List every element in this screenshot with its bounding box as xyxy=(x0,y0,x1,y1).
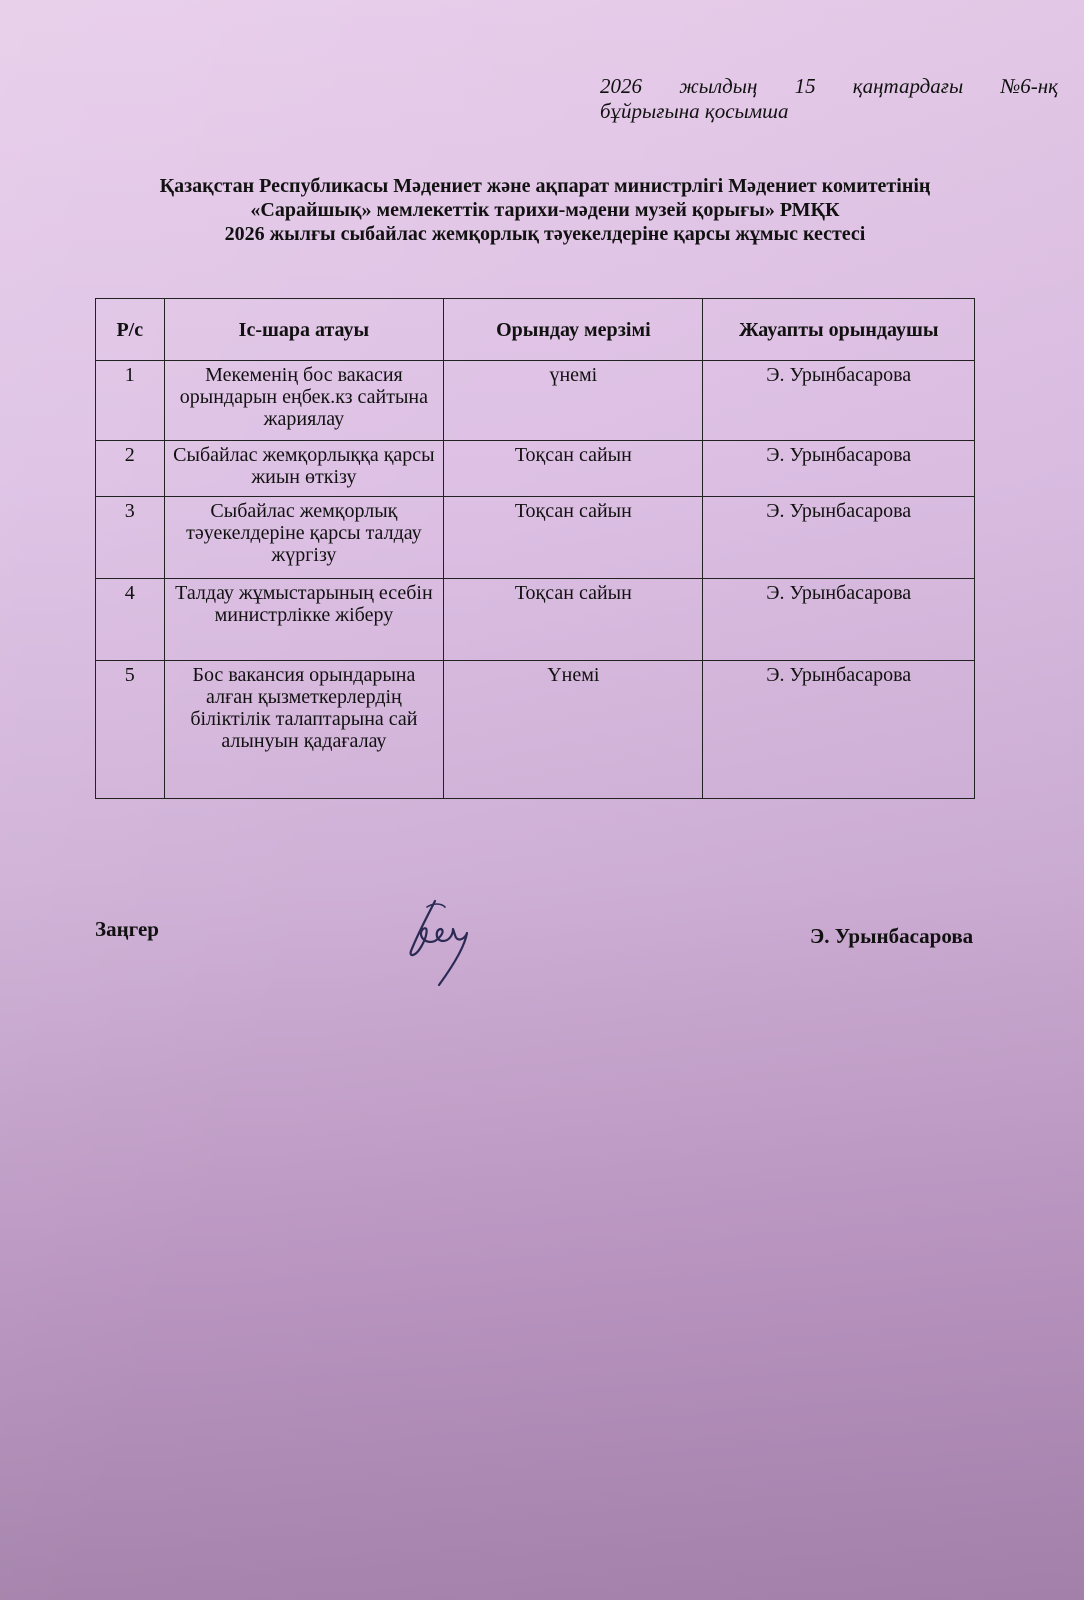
order-annex-note xyxy=(600,74,1058,124)
title-line-1: Қазақстан Республикасы Мәдениет және ақпарат министрлігі Мәдениет комитетінің xyxy=(159,175,931,197)
row-deadline: үнемі xyxy=(444,361,703,441)
signer-name: Э. Урынбасарова xyxy=(810,924,974,948)
table-row xyxy=(96,361,975,441)
order-annex-word: 15 xyxy=(794,74,816,98)
order-annex-word: қаңтардағы xyxy=(852,74,964,98)
row-deadline: Тоқсан сайын xyxy=(444,497,703,579)
row-event: Сыбайлас жемқорлыққа қарсы жиын өткізу xyxy=(164,441,444,497)
document-title xyxy=(60,174,1030,246)
table-row xyxy=(96,497,975,579)
row-deadline: Тоқсан сайын xyxy=(444,579,703,661)
row-number: 1 xyxy=(96,361,165,441)
table-row xyxy=(96,441,975,497)
row-number: 3 xyxy=(96,497,165,579)
header-number: Р/с xyxy=(96,299,165,361)
row-number: 4 xyxy=(96,579,165,661)
table-row xyxy=(96,579,975,661)
header-event: Іс-шара атауы xyxy=(164,299,444,361)
row-responsible: Э. Урынбасарова xyxy=(703,361,975,441)
table-header-row xyxy=(96,299,975,361)
title-line-3: 2026 жылғы сыбайлас жемқорлық тәуекелдеріне қарсы жұмыс кестесі xyxy=(224,223,866,245)
row-number: 5 xyxy=(96,661,165,799)
signer-role: Заңгер xyxy=(95,917,159,941)
row-event: Мекеменің бос вакасия орындарын еңбек.кз сайтына жариялау xyxy=(164,361,444,441)
row-responsible: Э. Урынбасарова xyxy=(703,579,975,661)
row-deadline: Үнемі xyxy=(444,661,703,799)
order-annex-word: 2026 xyxy=(600,74,642,98)
row-responsible: Э. Урынбасарова xyxy=(703,497,975,579)
row-event: Талдау жұмыстарының есебін министрлікке жіберу xyxy=(164,579,444,661)
order-annex-line1 xyxy=(600,74,1058,99)
row-deadline: Тоқсан сайын xyxy=(444,441,703,497)
order-annex-line2: бұйрығына қосымша xyxy=(600,99,789,123)
header-responsible: Жауапты орындаушы xyxy=(703,299,975,361)
row-event: Бос вакансия орындарына алған қызметкерлердің біліктілік талаптарына сай алынуын қадағалау xyxy=(164,661,444,799)
row-number: 2 xyxy=(96,441,165,497)
table-row xyxy=(96,661,975,799)
title-line-2: «Сарайшық» мемлекеттік тарихи-мәдени музей қорығы» РМҚК xyxy=(250,199,840,221)
row-event: Сыбайлас жемқорлық тәуекелдеріне қарсы талдау жүргізу xyxy=(164,497,444,579)
row-responsible: Э. Урынбасарова xyxy=(703,661,975,799)
order-annex-word: №6-нқ xyxy=(1000,74,1058,98)
header-deadline: Орындау мерзімі xyxy=(444,299,703,361)
work-plan-table xyxy=(95,298,975,799)
handwritten-signature xyxy=(405,895,475,990)
row-responsible: Э. Урынбасарова xyxy=(703,441,975,497)
order-annex-word: жылдың xyxy=(679,74,758,98)
